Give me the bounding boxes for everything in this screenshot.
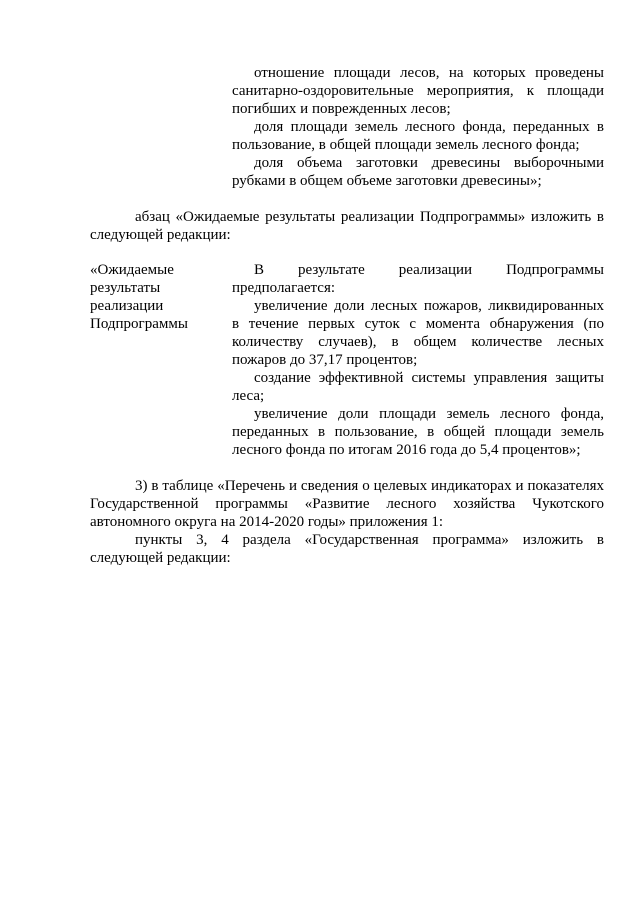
paragraph-points: пункты 3, 4 раздела «Государственная программа» изложить в следующей редакции: xyxy=(90,532,604,566)
result-intro: В результате реализации Подпрограммы предполагается: xyxy=(232,262,604,296)
indicator-item: отношение площади лесов, на которых проведены санитарно-оздоровительные мероприятия, к площади погибших и поврежденных лесов; xyxy=(232,65,604,117)
label-line: реализации xyxy=(90,298,164,314)
result-item: увеличение доли лесных пожаров, ликвидированных в течение первых суток с момента обнаружения (по количеству случаев), в общем количестве лесных пожаров до 37,17 процентов; xyxy=(232,298,604,368)
expected-results-row xyxy=(90,261,604,459)
paragraph-3: 3) в таблице «Перечень и сведения о целевых индикаторах и показателях Государственной программы «Развитие лесного хозяйства Чукотского автономного округа на 2014-2020 годы» приложения 1: xyxy=(90,478,604,530)
expected-results-content xyxy=(232,261,604,459)
label-line: «Ожидаемые xyxy=(90,262,174,278)
label-line: результаты xyxy=(90,280,161,296)
indicator-item: доля площади земель лесного фонда, переданных в пользование, в общей площади земель лесного фонда; xyxy=(232,119,604,153)
indicator-item: доля объема заготовки древесины выборочными рубками в общем объеме заготовки древесины»; xyxy=(232,155,604,189)
expected-results-label xyxy=(90,261,232,459)
indicator-list xyxy=(232,64,604,190)
result-item: увеличение доли площади земель лесного фонда, переданных в пользование, в общей площади земель лесного фонда по итогам 2016 года до 5,4 процентов»; xyxy=(232,406,604,458)
abzac-paragraph: абзац «Ожидаемые результаты реализации Подпрограммы» изложить в следующей редакции: xyxy=(90,209,604,243)
result-item: создание эффективной системы управления защиты леса; xyxy=(232,370,604,404)
label-line: Подпрограммы xyxy=(90,316,188,332)
document-page xyxy=(90,64,604,567)
